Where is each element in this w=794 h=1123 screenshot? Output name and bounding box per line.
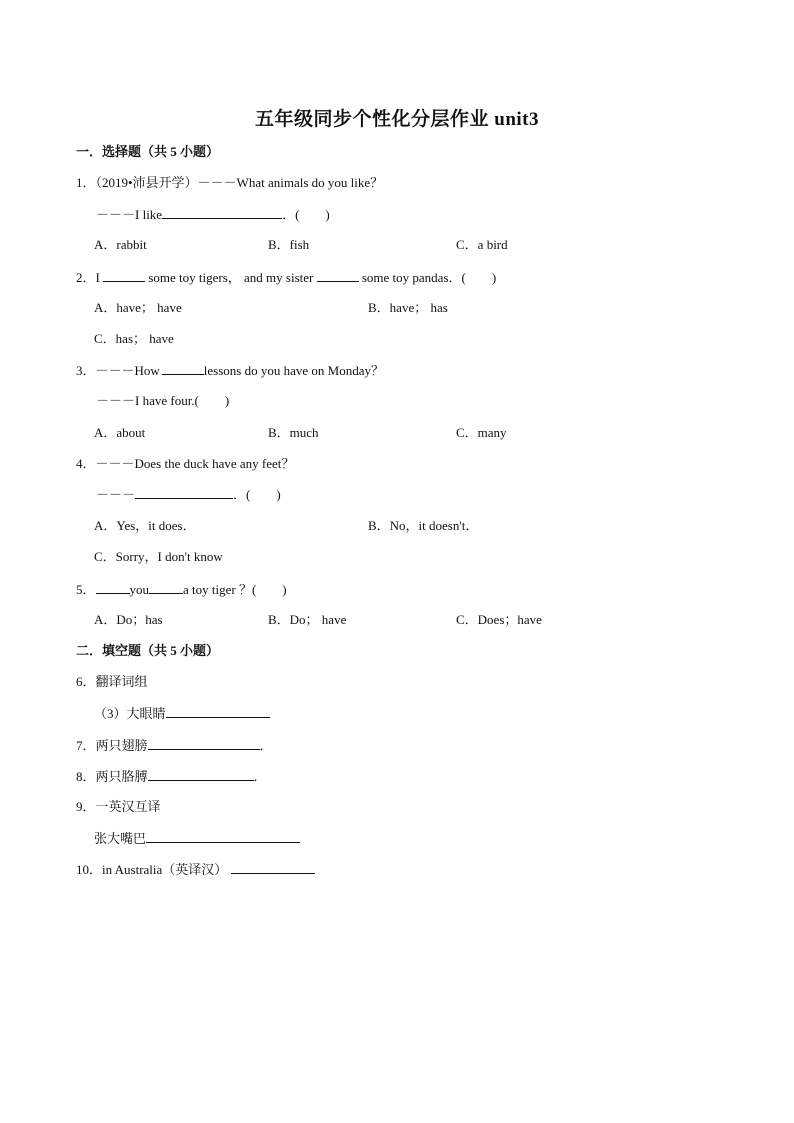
question-5-option-c[interactable]: C．Does；have <box>456 612 542 627</box>
question-3-blank[interactable] <box>162 361 204 375</box>
question-2-part-1: 2．I <box>76 270 100 285</box>
question-6-blank[interactable] <box>166 704 270 718</box>
question-7-blank[interactable] <box>148 736 260 750</box>
question-8-prefix: 8．两只胳膊 <box>76 769 148 784</box>
question-2-option-a[interactable]: A．have； have <box>94 300 182 315</box>
question-3-option-c[interactable]: C．many <box>456 425 507 440</box>
question-9-item <box>94 829 300 848</box>
question-5-part-1: 5． <box>76 582 96 597</box>
question-4-option-b[interactable]: B．No，it doesn't． <box>368 518 479 533</box>
question-7 <box>76 736 273 755</box>
question-2-option-c[interactable]: C．has； have <box>94 331 174 346</box>
question-3-option-b[interactable]: B．much <box>268 425 319 440</box>
question-1-option-b[interactable]: B．fish <box>268 237 310 252</box>
question-10-prefix: 10．in Australia（英译汉） <box>76 862 228 877</box>
question-1-option-c[interactable]: C．a bird <box>456 237 508 252</box>
question-4-answer-line <box>96 485 281 504</box>
section-heading-fill: 二．填空题（共 5 小题） <box>76 643 220 658</box>
question-5-blank-2[interactable] <box>149 580 183 594</box>
question-10-blank[interactable] <box>231 860 315 874</box>
question-5-blank-1[interactable] <box>96 580 130 594</box>
question-7-prefix: 7．两只翅膀 <box>76 738 148 753</box>
question-3-stem <box>76 361 384 380</box>
question-9-item-label: 张大嘴巴 <box>94 831 147 846</box>
question-2-option-b[interactable]: B．have； has <box>368 300 448 315</box>
question-3-answer-line: －－－I have four.( ) <box>96 393 230 408</box>
question-5-part-3: a toy tiger ？( ) <box>183 582 287 597</box>
question-2-part-3: some toy pandas．( ) <box>361 270 497 285</box>
question-4-answer-suffix: ．( ) <box>233 487 281 502</box>
question-1-answer-suffix: ．( ) <box>282 207 330 222</box>
question-1-stem: 1．（2019•沛县开学）－－－What animals do you like？ <box>76 175 384 190</box>
question-2-part-2: some toy tigers， and my sister <box>148 270 314 285</box>
question-4-blank[interactable] <box>135 485 233 499</box>
question-1-blank[interactable] <box>162 205 282 219</box>
question-5-part-2: you <box>129 582 150 597</box>
question-5-option-a[interactable]: A．Do；has <box>94 612 163 627</box>
question-9-stem: 9．一英汉互译 <box>76 799 161 814</box>
question-7-suffix: ． <box>259 738 273 753</box>
question-1-option-a[interactable]: A．rabbit <box>94 237 147 252</box>
question-4-stem: 4．－－－Does the duck have any feet？ <box>76 456 295 471</box>
question-5-option-b[interactable]: B．Do； have <box>268 612 347 627</box>
question-6-item <box>94 704 270 723</box>
question-8 <box>76 767 267 786</box>
page-title: 五年级同步个性化分层作业 unit3 <box>255 109 539 130</box>
question-4-answer-prefix: －－－ <box>96 487 136 502</box>
question-2-blank-2[interactable] <box>317 268 359 282</box>
question-8-blank[interactable] <box>148 767 254 781</box>
question-2-stem <box>76 268 496 287</box>
question-8-suffix: ． <box>253 769 267 784</box>
section-heading-choice: 一．选择题（共 5 小题） <box>76 144 220 159</box>
question-6-item-label: （3）大眼睛 <box>94 706 166 721</box>
question-9-blank[interactable] <box>146 829 300 843</box>
question-1-answer-line <box>96 205 330 224</box>
question-3-option-a[interactable]: A．about <box>94 425 146 440</box>
question-1-answer-prefix: －－－I like <box>96 207 163 222</box>
question-5-stem <box>76 580 287 599</box>
question-4-option-a[interactable]: A．Yes，it does． <box>94 518 196 533</box>
question-2-blank-1[interactable] <box>103 268 145 282</box>
question-3-part-2: lessons do you have on Monday？ <box>203 363 384 378</box>
question-4-option-c[interactable]: C．Sorry，I don't know <box>94 549 223 564</box>
question-3-part-1: 3．－－－How <box>76 363 160 378</box>
question-10 <box>76 860 315 879</box>
question-6-stem: 6．翻译词组 <box>76 674 148 689</box>
